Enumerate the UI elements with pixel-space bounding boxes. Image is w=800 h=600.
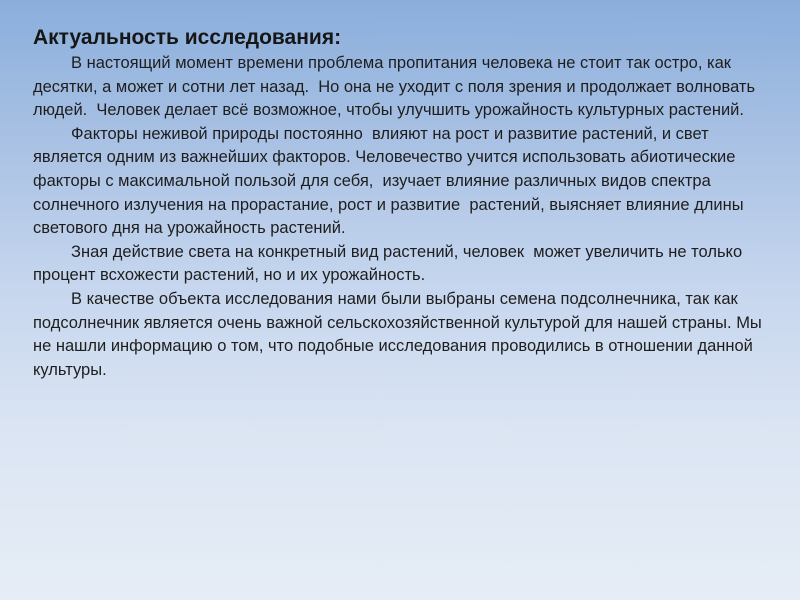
paragraph-abiotic-factors: Факторы неживой природы постоянно влияют на рост и развитие растений, и свет является одним из важнейших факторов. Человечество учится использовать абиотические факторы с максимальной пользой для себя, изучает влияние различных видов спектра солнечного излучения на прорастание, рост и развитие растений, выясняет влияние длины светового дня на урожайность растений.	[33, 124, 749, 238]
paragraph-light-effect: Зная действие света на конкретный вид растений, человек может увеличить не только процент всхожести растений, но и их урожайность.	[33, 242, 747, 285]
slide-content	[33, 24, 773, 382]
paragraph-research-object: В качестве объекта исследования нами были выбраны семена подсолнечника, так как подсолнечник является очень важной сельскохозяйственной культурой для нашей страны. Мы не нашли информацию о том, что подобные исследования проводились в отношении данной культуры.	[33, 289, 767, 379]
paragraph-relevance: В настоящий момент времени проблема пропитания человека не стоит так остро, как десятки, а может и сотни лет назад. Но она не уходит с поля зрения и продолжает волновать людей. Человек делает всё возможное, чтобы улучшить урожайность культурных растений.	[33, 54, 765, 120]
slide-title: Актуальность исследования:	[33, 26, 342, 49]
